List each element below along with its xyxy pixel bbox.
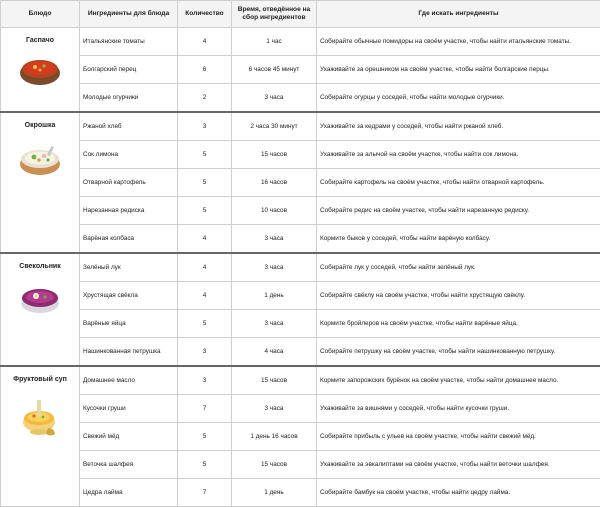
header-dish: Блюдо	[1, 1, 80, 28]
time-cell: 3 часа	[232, 310, 317, 338]
time-cell: 1 час	[232, 28, 317, 56]
table-row	[1, 479, 600, 507]
where-cell: Кормите запорожских бурёнок на своём участке, чтобы найти домашнее масло.	[317, 366, 600, 395]
dish-cell	[1, 112, 80, 253]
where-cell: Ухаживайте за кедрами у соседей, чтобы найти ржаной хлеб.	[317, 112, 600, 141]
dish-cell	[1, 28, 80, 113]
table-row	[1, 310, 600, 338]
table-row	[1, 225, 600, 254]
ingredient-cell: Болгарский перец	[80, 56, 178, 84]
quantity-cell: 5	[178, 169, 232, 197]
where-cell: Собирайте огурцы у соседей, чтобы найти молодые огурчики.	[317, 84, 600, 113]
time-cell: 1 день 16 часов	[232, 423, 317, 451]
ingredient-cell: Отварной картофель	[80, 169, 178, 197]
where-cell: Кормите бройлеров на своём участке, чтобы найти варёные яйца.	[317, 310, 600, 338]
time-cell: 3 часа	[232, 225, 317, 254]
header-row	[1, 1, 600, 28]
header-where: Где искать ингредиенты	[317, 1, 600, 28]
ingredient-cell: Варёные яйца	[80, 310, 178, 338]
table-row	[1, 141, 600, 169]
time-cell: 3 часа	[232, 395, 317, 423]
header-quantity: Количество	[178, 1, 232, 28]
table-row	[1, 197, 600, 225]
table-row	[1, 282, 600, 310]
where-cell: Собирайте бамбук на своём участке, чтобы найти цедру лайма.	[317, 479, 600, 507]
beet-soup-bowl-icon	[4, 281, 76, 317]
where-cell: Собирайте петрушку на своём участке, чтобы найти нашинкованную петрушку.	[317, 338, 600, 367]
quantity-cell: 4	[178, 282, 232, 310]
table-row	[1, 112, 600, 141]
ingredient-cell: Веточка шалфея	[80, 451, 178, 479]
fruit-soup-bowl-icon	[4, 394, 76, 444]
ingredient-cell: Сок лимона	[80, 141, 178, 169]
time-cell: 15 часов	[232, 451, 317, 479]
quantity-cell: 7	[178, 479, 232, 507]
table-row	[1, 28, 600, 56]
where-cell: Ухаживайте за орешником на своём участке, чтобы найти болгарские перцы.	[317, 56, 600, 84]
where-cell: Ухаживайте за алычой на своём участке, чтобы найти сок лимона.	[317, 141, 600, 169]
quantity-cell: 5	[178, 451, 232, 479]
quantity-cell: 3	[178, 338, 232, 367]
quantity-cell: 4	[178, 253, 232, 282]
where-cell: Собирайте прибыль с ульев на своём участке, чтобы найти свежий мёд.	[317, 423, 600, 451]
where-cell: Кормите быков у соседей, чтобы найти варёную колбасу.	[317, 225, 600, 254]
table-row	[1, 423, 600, 451]
quantity-cell: 5	[178, 141, 232, 169]
time-cell: 3 часа	[232, 84, 317, 113]
time-cell: 3 часа	[232, 253, 317, 282]
time-cell: 6 часов 45 минут	[232, 56, 317, 84]
ingredient-cell: Свежий мёд	[80, 423, 178, 451]
table-row	[1, 84, 600, 113]
ingredient-cell: Итальянские томаты	[80, 28, 178, 56]
gazpacho-bowl-icon	[4, 55, 76, 91]
time-cell: 15 часов	[232, 366, 317, 395]
table-row	[1, 395, 600, 423]
quantity-cell: 3	[178, 366, 232, 395]
where-cell: Собирайте обычные помидоры на своём участке, чтобы найти итальянские томаты.	[317, 28, 600, 56]
where-cell: Ухаживайте за вишнями у соседей, чтобы найти кусочки груши.	[317, 395, 600, 423]
table-row	[1, 451, 600, 479]
quantity-cell: 5	[178, 423, 232, 451]
table-row	[1, 366, 600, 395]
header-ingredients: Ингредиенты для блюда	[80, 1, 178, 28]
where-cell: Собирайте картофель на своём участке, чтобы найти отварной картофель.	[317, 169, 600, 197]
time-cell: 16 часов	[232, 169, 317, 197]
ingredient-cell: Нашинкованная петрушка	[80, 338, 178, 367]
ingredient-cell: Молодые огурчики	[80, 84, 178, 113]
table-row	[1, 253, 600, 282]
quantity-cell: 5	[178, 310, 232, 338]
time-cell: 1 день	[232, 282, 317, 310]
where-cell: Собирайте редис на своём участке, чтобы найти нарезанную редиску.	[317, 197, 600, 225]
time-cell: 15 часов	[232, 141, 317, 169]
time-cell: 10 часов	[232, 197, 317, 225]
ingredient-cell: Нарезанная редиска	[80, 197, 178, 225]
quantity-cell: 3	[178, 112, 232, 141]
where-cell: Собирайте лук у соседей, чтобы найти зелёный лук.	[317, 253, 600, 282]
quantity-cell: 7	[178, 395, 232, 423]
quantity-cell: 6	[178, 56, 232, 84]
ingredient-cell: Хрустящая свёкла	[80, 282, 178, 310]
dish-cell	[1, 366, 80, 507]
where-cell: Ухаживайте за эвкалиптами на своём участке, чтобы найти веточки шалфея.	[317, 451, 600, 479]
ingredient-cell: Варёная колбаса	[80, 225, 178, 254]
dish-cell	[1, 253, 80, 366]
quantity-cell: 5	[178, 197, 232, 225]
okroshka-bowl-icon	[4, 140, 76, 180]
table-row	[1, 169, 600, 197]
ingredient-cell: Зелёный лук	[80, 253, 178, 282]
quantity-cell: 4	[178, 28, 232, 56]
ingredient-cell: Домашнее масло	[80, 366, 178, 395]
time-cell: 2 часа 30 минут	[232, 112, 317, 141]
ingredient-cell: Ржаной хлеб	[80, 112, 178, 141]
quantity-cell: 4	[178, 225, 232, 254]
dish-name: Свекольник	[4, 262, 76, 271]
dish-name: Окрошка	[4, 121, 76, 130]
header-time: Время, отведённое на сбор ингредиентов	[232, 1, 317, 28]
table-row	[1, 338, 600, 367]
quantity-cell: 2	[178, 84, 232, 113]
ingredient-cell: Цедра лайма	[80, 479, 178, 507]
time-cell: 1 день	[232, 479, 317, 507]
dish-name: Гаспачо	[4, 36, 76, 45]
time-cell: 4 часа	[232, 338, 317, 367]
where-cell: Собирайте свёклу на своём участке, чтобы найти хрустящую свёклу.	[317, 282, 600, 310]
table-row	[1, 56, 600, 84]
ingredient-cell: Кусочки груши	[80, 395, 178, 423]
dish-name: Фруктовый суп	[4, 375, 76, 384]
